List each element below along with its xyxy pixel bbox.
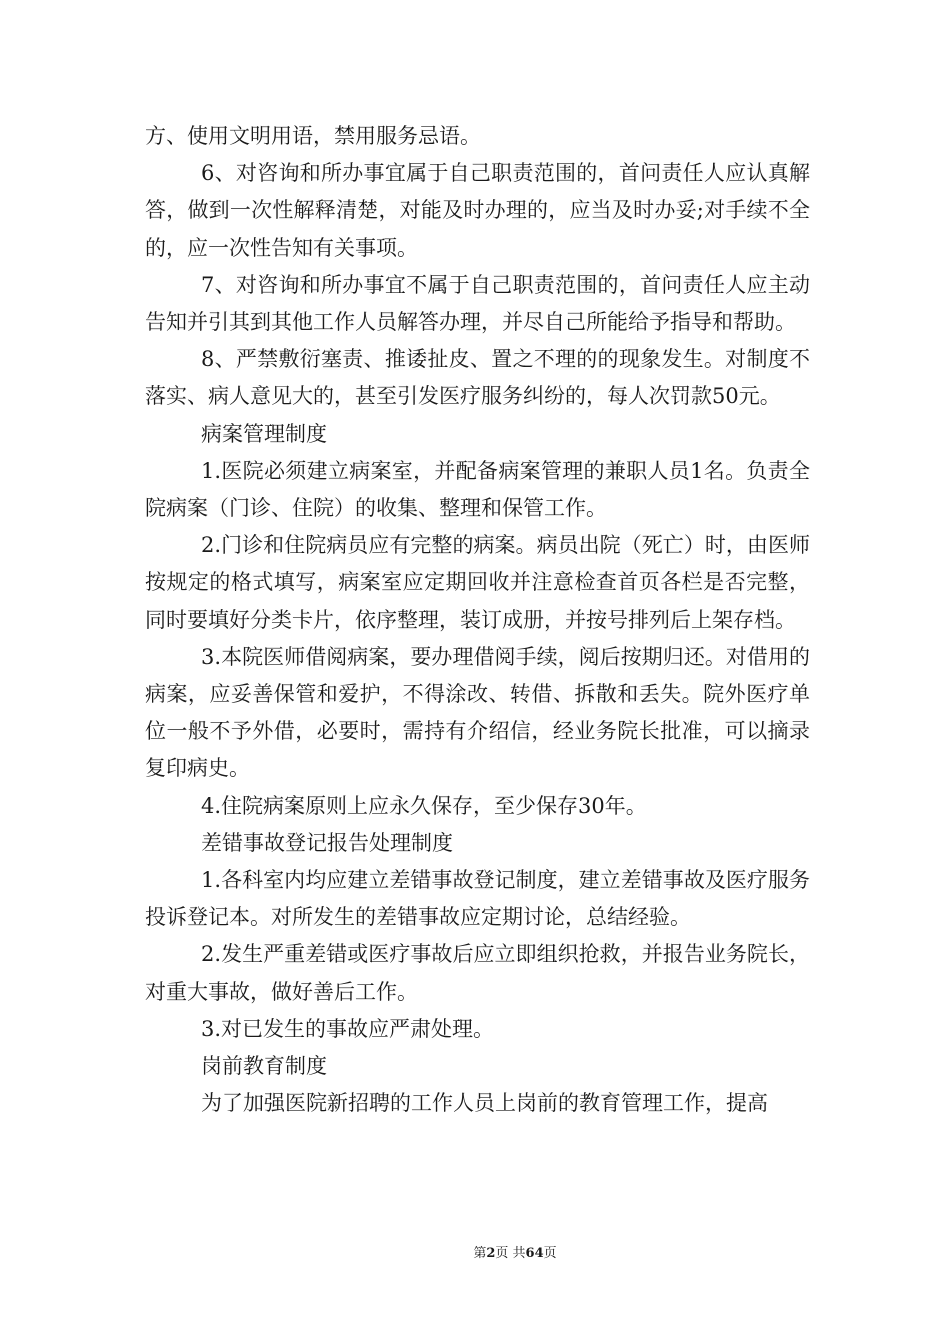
footer-suffix: 页 bbox=[543, 1246, 557, 1261]
section-heading: 病案管理制度 bbox=[201, 421, 327, 446]
paragraph: 4.住院病案原则上应永久保存，至少保存30年。 bbox=[201, 793, 647, 818]
paragraph: 3.对已发生的事故应严肃处理。 bbox=[201, 1016, 495, 1041]
page-footer bbox=[0, 1245, 950, 1263]
paragraph: 6、对咨询和所办事宜属于自己职责范围的，首问责任人应认真解答，做到一次性解释清楚，对能及时办理的，应当及时办妥;对手续不全的，应一次性告知有关事项。 bbox=[145, 161, 810, 260]
paragraph: 1.各科室内均应建立差错事故登记制度，建立差错事故及医疗服务投诉登记本。对所发生的差错事故应定期讨论，总结经验。 bbox=[145, 868, 810, 930]
footer-prefix: 第 bbox=[473, 1246, 487, 1261]
paragraph: 7、对咨询和所办事宜不属于自己职责范围的，首问责任人应主动告知并引其到其他工作人员解答办理，并尽自己所能给予指导和帮助。 bbox=[145, 272, 810, 335]
paragraph: 1.医院必须建立病案室，并配备病案管理的兼职人员1名。负责全院病案（门诊、住院）的收集、整理和保管工作。 bbox=[145, 458, 810, 521]
footer-middle: 页 共 bbox=[495, 1246, 526, 1261]
paragraph: 2.门诊和住院病员应有完整的病案。病员出院（死亡）时，由医师按规定的格式填写，病案室应定期回收并注意检查首页各栏是否完整，同时要填好分类卡片，依序整理，装订成册，并按号排列后上架存档。 bbox=[145, 533, 810, 632]
current-page-number: 2 bbox=[486, 1246, 496, 1261]
paragraph: 为了加强医院新招聘的工作人员上岗前的教育管理工作，提高 bbox=[201, 1091, 768, 1116]
paragraph: 方、使用文明用语，禁用服务忌语。 bbox=[145, 124, 481, 148]
paragraph: 2.发生严重差错或医疗事故后应立即组织抢救，并报告业务院长，对重大事故，做好善后工作。 bbox=[145, 942, 810, 1004]
paragraph: 3.本院医师借阅病案，要办理借阅手续，阅后按期归还。对借用的病案，应妥善保管和爱护，不得涂改、转借、拆散和丢失。院外医疗单位一般不予外借，必要时，需持有介绍信，经业务院长批准，可以摘录复印病史。 bbox=[145, 644, 810, 781]
document-body bbox=[145, 118, 810, 1122]
total-pages-number: 64 bbox=[525, 1246, 544, 1261]
section-heading: 差错事故登记报告处理制度 bbox=[201, 830, 453, 855]
paragraph: 8、严禁敷衍塞责、推诿扯皮、置之不理的的现象发生。对制度不落实、病人意见大的，甚至引发医疗服务纠纷的，每人次罚款50元。 bbox=[145, 347, 810, 409]
section-heading: 岗前教育制度 bbox=[201, 1054, 327, 1079]
